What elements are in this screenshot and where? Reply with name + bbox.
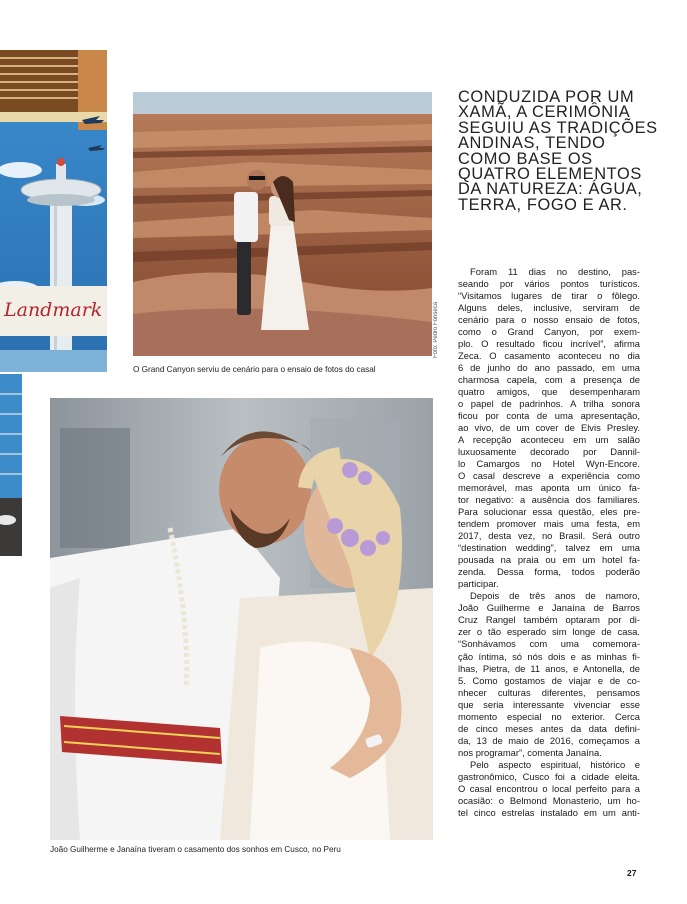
body-text-line: nhecer culturas diferentes, pensamos (458, 686, 640, 698)
pull-quote-line: SEGUIU AS TRADIÇÕES (458, 118, 658, 137)
body-text-line: que seria interessante vivenciar esse (458, 698, 640, 710)
body-text-line: Zeca. O casamento aconteceu no dia (458, 350, 640, 362)
body-text-line: 5. Como gostamos de viajar e de co- (458, 674, 640, 686)
left-cropped-photo (0, 50, 107, 372)
body-text-line: memorável, mas aponta um único fa- (458, 482, 640, 494)
body-text-line: tendem promover mais uma festa, em (458, 518, 640, 530)
body-text-line: luxuosamente decorado por Dannil- (458, 446, 640, 458)
body-text-line: Depois de três anos de namoro, (470, 590, 640, 602)
body-text-line: O casal descreve a experiência como (458, 470, 640, 482)
body-text-line: tor negativo: a ausência dos familiares. (458, 494, 640, 506)
body-text-line: A recepção aconteceu em um salão (458, 434, 640, 446)
pull-quote-line: COMO BASE OS (458, 149, 593, 168)
body-text-line: “Sonhávamos com uma comemora- (458, 638, 640, 650)
body-text-line: Alguns deles, inclusive, serviram de (458, 302, 640, 314)
body-text-line: “destination wedding”, talvez em uma (458, 542, 640, 554)
body-text-line: ao vivo, de um cover de Elvis Presley. (458, 422, 640, 434)
grand-canyon-photo (133, 92, 432, 356)
caption-couple-kiss: João Guilherme e Janaína tiveram o casamento dos sonhos em Cusco, no Peru (50, 845, 341, 854)
left-cropped-photo-lower (0, 374, 22, 556)
body-text-line: nos programar”, comenta Janaína. (458, 746, 602, 758)
body-text-line: “Visitamos lugares de tirar o fôlego. (458, 290, 640, 302)
body-text-line: zer o tão esperado sim longe de casa. (458, 626, 640, 638)
pull-quote-line: CONDUZIDA POR UM (458, 88, 635, 106)
page-number: 27 (627, 868, 637, 878)
body-text-line: charmosa capela, com a presença de (458, 374, 640, 386)
body-text-line: cenário para o nosso ensaio de fotos, (458, 314, 640, 326)
body-text-line: o papel de padrinhos. A trilha sonora (458, 398, 640, 410)
pull-quote-line: TERRA, FOGO E AR. (458, 195, 628, 214)
body-text-line: participar. (458, 578, 499, 590)
pull-quote-line: ANDINAS, TENDO (458, 134, 606, 153)
body-text-line: gastronômico, Cusco foi a cidade eleita. (458, 770, 640, 782)
body-text-line: lo Camargos no Hotel Wyn-Encore. (458, 458, 640, 470)
pull-quote-line: QUATRO ELEMENTOS (458, 165, 642, 184)
landmark-mural-image (0, 50, 107, 372)
couple-kiss-photo (50, 398, 433, 840)
pull-quote-line: XAMÃ, A CERIMÔNIA (458, 103, 631, 122)
pull-quote-line: DA NATUREZA: ÁGUA, (458, 180, 643, 199)
body-text-line: lhas, Pietra, de 11 anos, e Antonella, de (458, 662, 640, 674)
article-body (458, 266, 640, 819)
body-text-line: Pelo aspecto espiritual, histórico e (470, 758, 640, 770)
body-text-line: Foram 11 dias no destino, pas- (470, 266, 640, 277)
body-text-line: 6 de junho do ano passado, em uma (458, 362, 640, 374)
photo-credit: Foto: Pedro Fonseca (433, 301, 439, 358)
body-text-line: da, 13 de maio de 2016, começamos a (458, 734, 640, 746)
landmark-sign-text: Landmark (4, 299, 103, 321)
body-text-line: O casal encontrou o local perfeito para a (458, 782, 640, 794)
pull-quote (458, 88, 658, 214)
body-text-line: quatro amigos, que desempenharam (458, 386, 640, 398)
body-text-line: seando por vários pontos turísticos. (458, 278, 640, 290)
body-text-line: Cruz Rangel também optaram por di- (458, 614, 640, 626)
body-text-line: plo. O resultado ficou incrível”, afirma (458, 338, 640, 350)
body-text-line: ocasião: o Belmond Monasterio, um ho- (458, 794, 640, 806)
body-text-line: tel cinco estrelas instalado em um anti- (458, 806, 640, 818)
body-text-line: ção íntima, só nós dois e as minhas fi- (458, 650, 640, 662)
body-text-line: 2017, desta vez, no Brasil. Será outro (458, 530, 640, 542)
body-text-line: momento especial no exterior. Cerca (458, 710, 640, 722)
body-text-line: como o Grand Canyon, por exem- (458, 326, 640, 338)
body-text-line: de cinco meses antes da data defini- (458, 722, 640, 734)
body-text-line: zenda. Dessa forma, todos poderão (458, 566, 640, 578)
body-text-line: pousada na praia ou em um hotel fa- (458, 554, 640, 566)
body-text-line: ficou por conta de uma apresentação, (458, 410, 640, 422)
caption-grand-canyon: O Grand Canyon serviu de cenário para o ensaio de fotos do casal (133, 365, 376, 374)
body-text-line: Para solucionar essa questão, eles pre- (458, 506, 640, 518)
body-text-line: João Guilherme e Janaína de Barros (458, 602, 640, 614)
